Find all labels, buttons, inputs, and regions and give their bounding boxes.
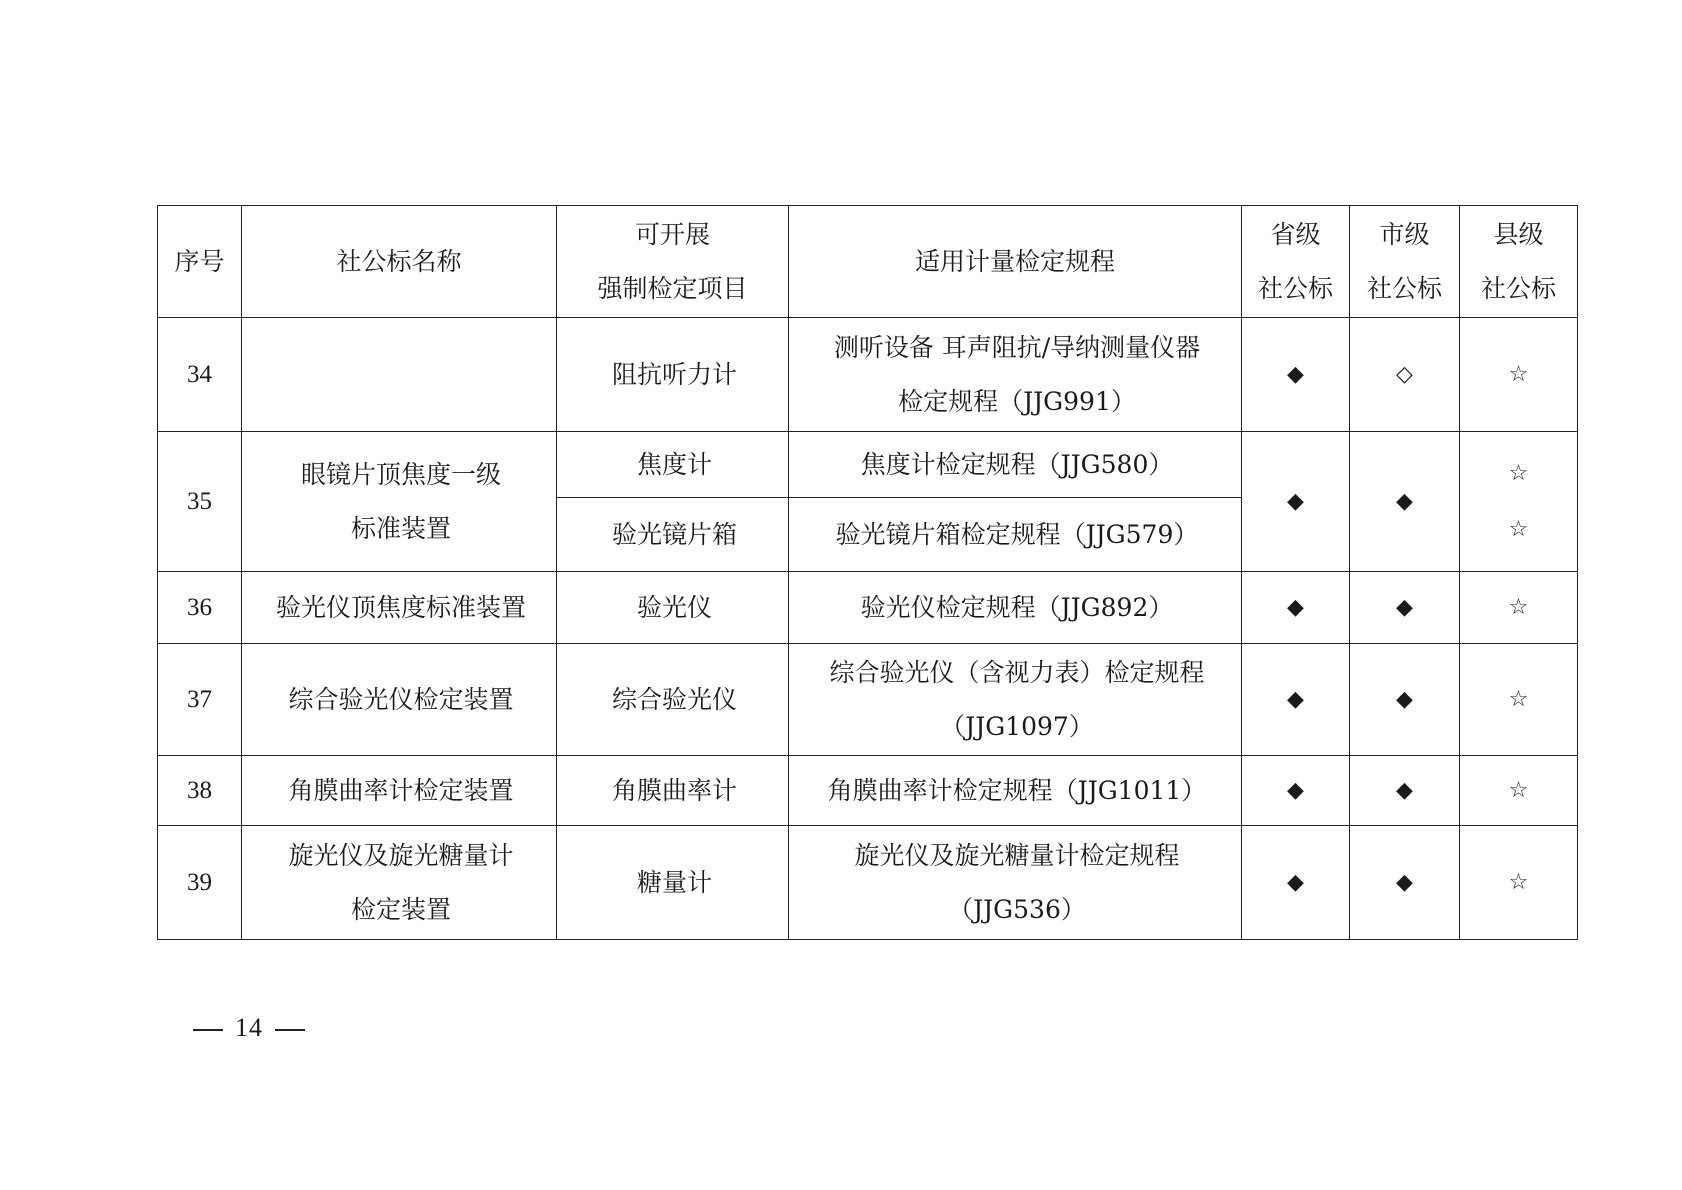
row-name-line2: 检定装置 — [350, 894, 451, 924]
row-county-mark — [1460, 826, 1578, 940]
row-name — [242, 318, 557, 432]
row-item: 糖量计 — [557, 826, 789, 940]
star-outline-icon: ☆ — [1508, 686, 1529, 712]
row-name — [242, 432, 557, 572]
row-seq: 36 — [158, 572, 242, 644]
row-regulation — [789, 644, 1242, 756]
table-row — [158, 572, 1578, 644]
row-municipal-mark — [1350, 318, 1460, 432]
row-regulation: 验光镜片箱检定规程（JJG579） — [789, 498, 1242, 572]
row-county-mark — [1460, 318, 1578, 432]
row-seq: 34 — [158, 318, 242, 432]
row-municipal-mark — [1350, 572, 1460, 644]
filled-diamond-icon: ◆ — [1287, 777, 1304, 803]
row-provincial-mark — [1242, 432, 1350, 572]
hollow-diamond-icon: ◇ — [1396, 361, 1413, 387]
header-provincial — [1242, 206, 1350, 318]
filled-diamond-icon: ◆ — [1287, 869, 1304, 895]
row-regulation-line1: 综合验光仪（含视力表）检定规程 — [829, 657, 1205, 687]
row-county-mark — [1460, 756, 1578, 826]
header-county-line1: 县级 — [1493, 219, 1544, 249]
row-name-line1: 眼镜片顶焦度一级 — [300, 459, 501, 489]
star-outline-icon: ☆ — [1508, 777, 1529, 803]
header-items-line2: 强制检定项目 — [597, 273, 748, 303]
row-provincial-mark — [1242, 756, 1350, 826]
row-regulation-line1: 测听设备 耳声阻抗/导纳测量仪器 — [833, 332, 1201, 362]
star-outline-icon: ☆ — [1508, 361, 1529, 387]
header-items-line1: 可开展 — [634, 219, 710, 249]
row-regulation-line2: 检定规程（JJG991） — [898, 386, 1136, 416]
row-regulation: 验光仪检定规程（JJG892） — [789, 572, 1242, 644]
table-row — [158, 756, 1578, 826]
star-outline-icon: ☆ — [1508, 460, 1529, 486]
row-municipal-mark — [1350, 644, 1460, 756]
filled-diamond-icon: ◆ — [1396, 686, 1413, 712]
header-provincial-line1: 省级 — [1270, 219, 1321, 249]
table-row — [158, 318, 1578, 432]
row-regulation-line1: 旋光仪及旋光糖量计检定规程 — [854, 840, 1180, 870]
row-regulation — [789, 318, 1242, 432]
header-county-line2: 社公标 — [1480, 273, 1556, 303]
row-name: 验光仪顶焦度标准装置 — [242, 572, 557, 644]
header-provincial-line2: 社公标 — [1257, 273, 1333, 303]
page-number — [193, 1013, 305, 1043]
filled-diamond-icon: ◆ — [1396, 594, 1413, 620]
header-county — [1460, 206, 1578, 318]
row-municipal-mark — [1350, 826, 1460, 940]
row-name-line1: 旋光仪及旋光糖量计 — [288, 840, 514, 870]
header-items — [557, 206, 789, 318]
row-county-mark — [1460, 572, 1578, 644]
filled-diamond-icon: ◆ — [1287, 594, 1304, 620]
row-regulation: 焦度计检定规程（JJG580） — [789, 432, 1242, 498]
row-item: 验光镜片箱 — [557, 498, 789, 572]
header-seq: 序号 — [158, 206, 242, 318]
right-dash — [275, 1029, 305, 1031]
header-regulations: 适用计量检定规程 — [789, 206, 1242, 318]
row-regulation-line2: （JJG536） — [948, 894, 1086, 924]
row-seq: 38 — [158, 756, 242, 826]
filled-diamond-icon: ◆ — [1287, 488, 1304, 514]
row-name-line2: 标准装置 — [350, 513, 451, 543]
left-dash — [193, 1029, 223, 1031]
row-item: 验光仪 — [557, 572, 789, 644]
header-municipal-line2: 社公标 — [1366, 273, 1442, 303]
header-municipal-line1: 市级 — [1379, 219, 1430, 249]
star-outline-icon: ☆ — [1508, 869, 1529, 895]
row-regulation — [789, 826, 1242, 940]
row-name: 综合验光仪检定装置 — [242, 644, 557, 756]
row-county-mark — [1460, 432, 1578, 572]
filled-diamond-icon: ◆ — [1396, 777, 1413, 803]
star-outline-icon: ☆ — [1508, 594, 1529, 620]
row-seq: 35 — [158, 432, 242, 572]
row-municipal-mark — [1350, 756, 1460, 826]
standards-table — [157, 205, 1578, 940]
row-municipal-mark — [1350, 432, 1460, 572]
header-municipal — [1350, 206, 1460, 318]
row-county-mark — [1460, 644, 1578, 756]
filled-diamond-icon: ◆ — [1396, 869, 1413, 895]
row-item: 焦度计 — [557, 432, 789, 498]
row-provincial-mark — [1242, 644, 1350, 756]
row-provincial-mark — [1242, 318, 1350, 432]
row-provincial-mark — [1242, 572, 1350, 644]
row-provincial-mark — [1242, 826, 1350, 940]
filled-diamond-icon: ◆ — [1287, 361, 1304, 387]
row-item: 角膜曲率计 — [557, 756, 789, 826]
table-row — [158, 432, 1578, 498]
table-row — [158, 644, 1578, 756]
row-seq: 39 — [158, 826, 242, 940]
row-name: 角膜曲率计检定装置 — [242, 756, 557, 826]
table-row — [158, 826, 1578, 940]
filled-diamond-icon: ◆ — [1287, 686, 1304, 712]
row-item: 综合验光仪 — [557, 644, 789, 756]
page-number-value: 14 — [235, 1013, 263, 1042]
row-seq: 37 — [158, 644, 242, 756]
row-regulation: 角膜曲率计检定规程（JJG1011） — [789, 756, 1242, 826]
header-row — [158, 206, 1578, 318]
filled-diamond-icon: ◆ — [1396, 488, 1413, 514]
row-name — [242, 826, 557, 940]
header-name: 社公标名称 — [242, 206, 557, 318]
star-outline-icon: ☆ — [1508, 516, 1529, 542]
row-item: 阻抗听力计 — [557, 318, 789, 432]
row-regulation-line2: （JJG1097） — [940, 711, 1094, 741]
